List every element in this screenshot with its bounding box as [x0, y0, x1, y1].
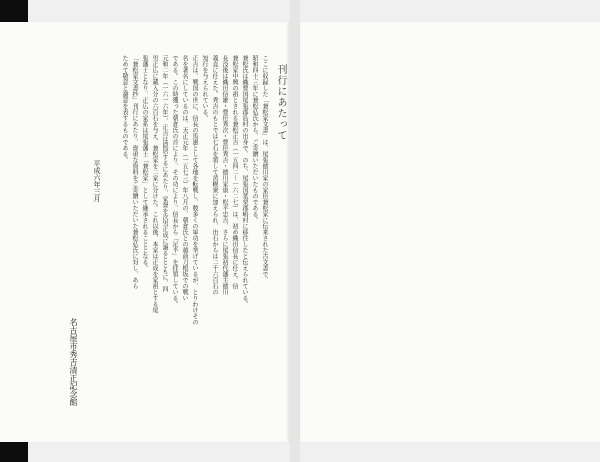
book-spine — [290, 0, 300, 462]
body-column: ここに収録した「兼松家文書」は、尾張徳川家の家臣兼松家に伝来された古文書で、 — [261, 55, 268, 283]
body-column: 義直に仕えた。秀吉のもとでは七石を領して黄幌衆に加えられ、出石からは二千六百石の — [211, 55, 218, 295]
document-heading: 刊行にあたって — [275, 64, 286, 141]
body-column: である。この時獲った朝倉氏の首により、その功により、信長から「足半」を拝領している。 — [171, 55, 178, 307]
body-column: 兼松家中興の祖とされる兼松正吉（一五四二〜一六二七）は、初め織田信長に仕え、信 — [231, 55, 238, 289]
body-column: 男正広に蔵入分の六百石を与え、兼松家を二家に分けた。これ以後、本家は正成を家祖とする尾 — [151, 55, 158, 313]
body-column: 「兼松家文書抄」刊行にあたり、貴重な資料をご寄贈いただいた兼松弘氏に対し、あら — [131, 55, 138, 289]
document-date: 平成六年三月 — [93, 160, 101, 202]
body-column: ためて敬意と謝意を表するものである。 — [121, 55, 128, 163]
body-column: 張藩士となり、正広の家系は尾張藩士「兼松家」として継承されることとなる。 — [141, 55, 148, 271]
document-signature: 名古屋市秀吉清正記念館 — [69, 318, 78, 406]
body-column: 知行を与えられている。 — [201, 55, 208, 121]
body-column: 昭和四十三年に兼松弘氏から、ご寄贈いただいたものである。 — [251, 55, 258, 223]
body-column: 正吉は、戦国の世に、信長の馬廻として各地を転戦し、数多くの軍功を挙げているが、とりわけその — [191, 55, 198, 325]
body-column: 兼松氏は織豊国尾張郡島村の出身で、のち、尾張国葉栗郡嶋村に移住したと伝えられている。 — [241, 55, 248, 307]
right-page — [300, 22, 600, 442]
body-column: 元和二年（一六一六年）、正吉は隠居するにあたり、家督を次男正成に譲るとともに、四 — [161, 55, 168, 292]
body-column: 名を著名にしているのは、天正元年（一五七三）年八月の、朝倉氏との越前刀根坂での戦い — [181, 55, 188, 301]
body-column: 長没後は織田信雄・豊臣秀次・豊臣秀吉・徳川家康・松平忠吉、さらに尾張初代藩主徳川 — [221, 55, 228, 295]
